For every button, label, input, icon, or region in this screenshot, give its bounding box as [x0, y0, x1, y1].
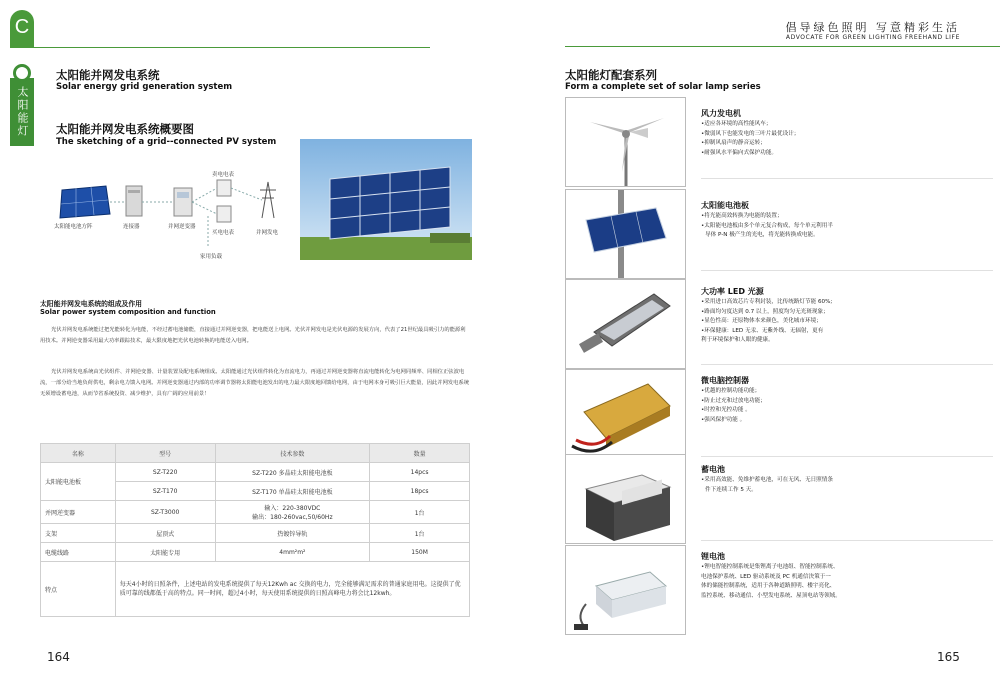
solar-panel-icon [566, 190, 686, 279]
product-bullets: •适应各环境的高性能风车； •微弱风下也能发电的三叶片最优设计； •抑制风扇声的静音运转； •耐强风水平偏向式保护功能。 [701, 121, 800, 156]
cell-feature-text: 每天4小时的日照条件，上述电站的发电系统提供了每天12Kwh ac 交换的电力，完全能够满足需求的普通家庭用电。这提供了优质可靠的线都低于高的特点。同一时间，超过4小时，每天使用系统提供的日照高峰电力将会比12kwh。 [115, 562, 469, 617]
cell-name: 支架 [41, 524, 116, 543]
right-title-en: Form a complete set of solar lamp series [565, 82, 761, 92]
page-number-left: 164 [47, 650, 70, 664]
cell-qty: 1台 [370, 501, 470, 524]
solar-array-icon [330, 167, 450, 239]
product-divider [701, 270, 993, 271]
product-title: 蓄电池 [701, 465, 725, 474]
composition-title-en: Solar power system composition and function [40, 308, 216, 316]
cell-model: 太阳能专用 [115, 543, 215, 562]
header-rule-right [565, 46, 1000, 47]
product-title: 锂电池 [701, 552, 725, 561]
product-title: 微电脑控制器 [701, 376, 749, 385]
solar-field-photo [300, 139, 472, 260]
spec-table [40, 443, 470, 617]
slogan-cn: 倡导绿色照明 写意精彩生活 [785, 21, 960, 34]
inverter-icon [174, 188, 192, 216]
product-image [565, 189, 686, 279]
label-inverter: 并网逆变器 [168, 224, 196, 230]
controller-icon [566, 370, 686, 459]
meter-icons [217, 180, 231, 222]
pv-array-icon [60, 186, 110, 218]
product-divider [701, 540, 993, 541]
cell-model: 屋顶式 [115, 524, 215, 543]
cell-qty: 1台 [370, 524, 470, 543]
chapter-side-label: 太阳能灯 [10, 78, 34, 146]
page-number-right: 165 [937, 650, 960, 664]
col-header-qty: 数量 [370, 444, 470, 463]
label-junction: 连接器 [123, 224, 140, 230]
product-image [565, 97, 686, 187]
product-bullets: •优越的控制功能功能； •防止过充和过放电功能； •时控和光控功能 。 •强风保护功能 。 [701, 388, 766, 423]
right-title-cn: 太阳能灯配套系列 [565, 68, 657, 82]
label-sell-meter: 卖电电表 [212, 172, 235, 178]
product-bullets: •锂电智能控制系统是集锂离子电池组、智能控制系统、 电池保护系统、LED 驱动系统及 PC 机通信決策于一 体的储能控制系统，适用于各种道路照明、楼宇亮化、 监控系统、移动通信、小型发电系统、屋顶电站等领域。 [701, 564, 841, 599]
table-row [41, 501, 470, 524]
diagram-title-en: The sketching of a grid--connected PV system [56, 137, 277, 147]
transmission-tower-icon [260, 182, 276, 218]
table-row [41, 463, 470, 482]
diagram-title-cn: 太阳能并网发电系统概要图 [56, 122, 194, 136]
col-header-model: 型号 [115, 444, 215, 463]
street-lamp-icon [566, 280, 686, 369]
product-bullets: •采用高效能、免维护蓄电池，可在无风、无日照情条 件下连续工作 5 天。 [701, 477, 833, 493]
wind-turbine-icon [566, 98, 686, 187]
chapter-marker-icon [13, 64, 31, 82]
cell-qty: 150M [370, 543, 470, 562]
cell-name: 并网逆变器 [41, 501, 116, 524]
header-rule-left [10, 47, 430, 48]
label-load: 家用负载 [200, 254, 223, 260]
label-buy-meter: 买电电表 [212, 230, 235, 236]
table-row [41, 543, 470, 562]
cell-qty: 14pcs [370, 463, 470, 482]
left-title-en: Solar energy grid generation system [56, 82, 233, 92]
product-title: 太阳能电池板 [701, 201, 749, 210]
product-bullets: •采用进口高效芯片专利封装，比传统路灯节能 60%; •路面均匀度达到 0.7 以上，照度均匀无光斑现象； •显色性高：还原物体本来颜色，美化城市环境； •环保健康：LED 无汞、无紫外线、无辐射，更有 利于环境保护和人眼的健康。 [701, 299, 833, 343]
label-pv-array: 太阳能电池方阵 [54, 224, 93, 230]
lithium-battery-icon [566, 546, 686, 635]
product-divider [701, 456, 993, 457]
paragraph-2: 光伏并网发电系统由光伏组件、并网逆变器、计量装置及配电系统组成。太阳能通过光伏组件转化为直流电力，再通过并网逆变器将直流电能转化为电网同频率、同相位正弦波电流，一部分给当地负荷供电，剩余电力馈入电网。并网逆变器通过内部的功率调节器将太阳能电池发出的电力最大限度地回馈给电网，由于电网本身可吸引巨大能量，因此并网发电系统无须增设蓄电池，从而节省系统投资、减少维护，具有广阔的应用前景！ [40, 369, 470, 397]
product-image [565, 545, 686, 635]
cell-param: 热镀锌导轨 [215, 524, 370, 543]
product-image [565, 279, 686, 369]
cell-model: SZ-T170 [115, 482, 215, 501]
cell-name: 特点 [41, 562, 116, 617]
cell-param: 输入：220-380VDC 输出：180-260vac,50/60Hz [215, 501, 370, 524]
cell-name: 电缆线路 [41, 543, 116, 562]
grid-connection-diagram [40, 160, 300, 270]
battery-icon [566, 455, 686, 544]
junction-box-icon [126, 186, 142, 216]
col-header-name: 名称 [41, 444, 116, 463]
product-image [565, 369, 686, 459]
paragraph-1: 光伏并网发电系统能过把光能转化为电能，不经过蓄电池储能，直接通过并网逆变器，把电能送上电网。光伏并网发电是光伏电源的发展方向，代表了21世纪最具吸引力的能源利用技术。并网逆变器采用最大功率跟踪技术，最大限度地把光伏电池转换的电能送入电网。 [40, 327, 466, 344]
cell-model: SZ-T3000 [115, 501, 215, 524]
cell-qty: 18pcs [370, 482, 470, 501]
chapter-letter-tab: C [10, 10, 34, 48]
col-header-param: 技术参数 [215, 444, 370, 463]
slogan-en: ADVOCATE FOR GREEN LIGHTING FREEHAND LIFE [785, 34, 960, 41]
composition-title-cn: 太阳能并网发电系统的组成及作用 [40, 300, 142, 308]
cell-param: 4mm²m² [215, 543, 370, 562]
product-divider [701, 364, 993, 365]
product-title: 大功率 LED 光源 [701, 287, 764, 296]
table-row [41, 524, 470, 543]
left-title-cn: 太阳能并网发电系统 [56, 68, 160, 82]
product-divider [701, 178, 993, 179]
table-header-row [41, 444, 470, 463]
cell-name: 太阳能电池板 [41, 463, 116, 501]
table-row [41, 562, 470, 617]
label-grid: 并网发电 [256, 230, 279, 236]
cell-model: SZ-T220 [115, 463, 215, 482]
product-bullets: •将光能高效转换为电能的装置； •太阳能电池板由多个单元复合构成，每个单元利用半 导体 P-N 极产生的光电，将光能转换成电能。 [701, 213, 833, 238]
cell-param: SZ-T220 多晶硅太阳能电池板 [215, 463, 370, 482]
product-image [565, 454, 686, 544]
cell-param: SZ-T170 单晶硅太阳能电池板 [215, 482, 370, 501]
product-title: 风力发电机 [701, 109, 741, 118]
